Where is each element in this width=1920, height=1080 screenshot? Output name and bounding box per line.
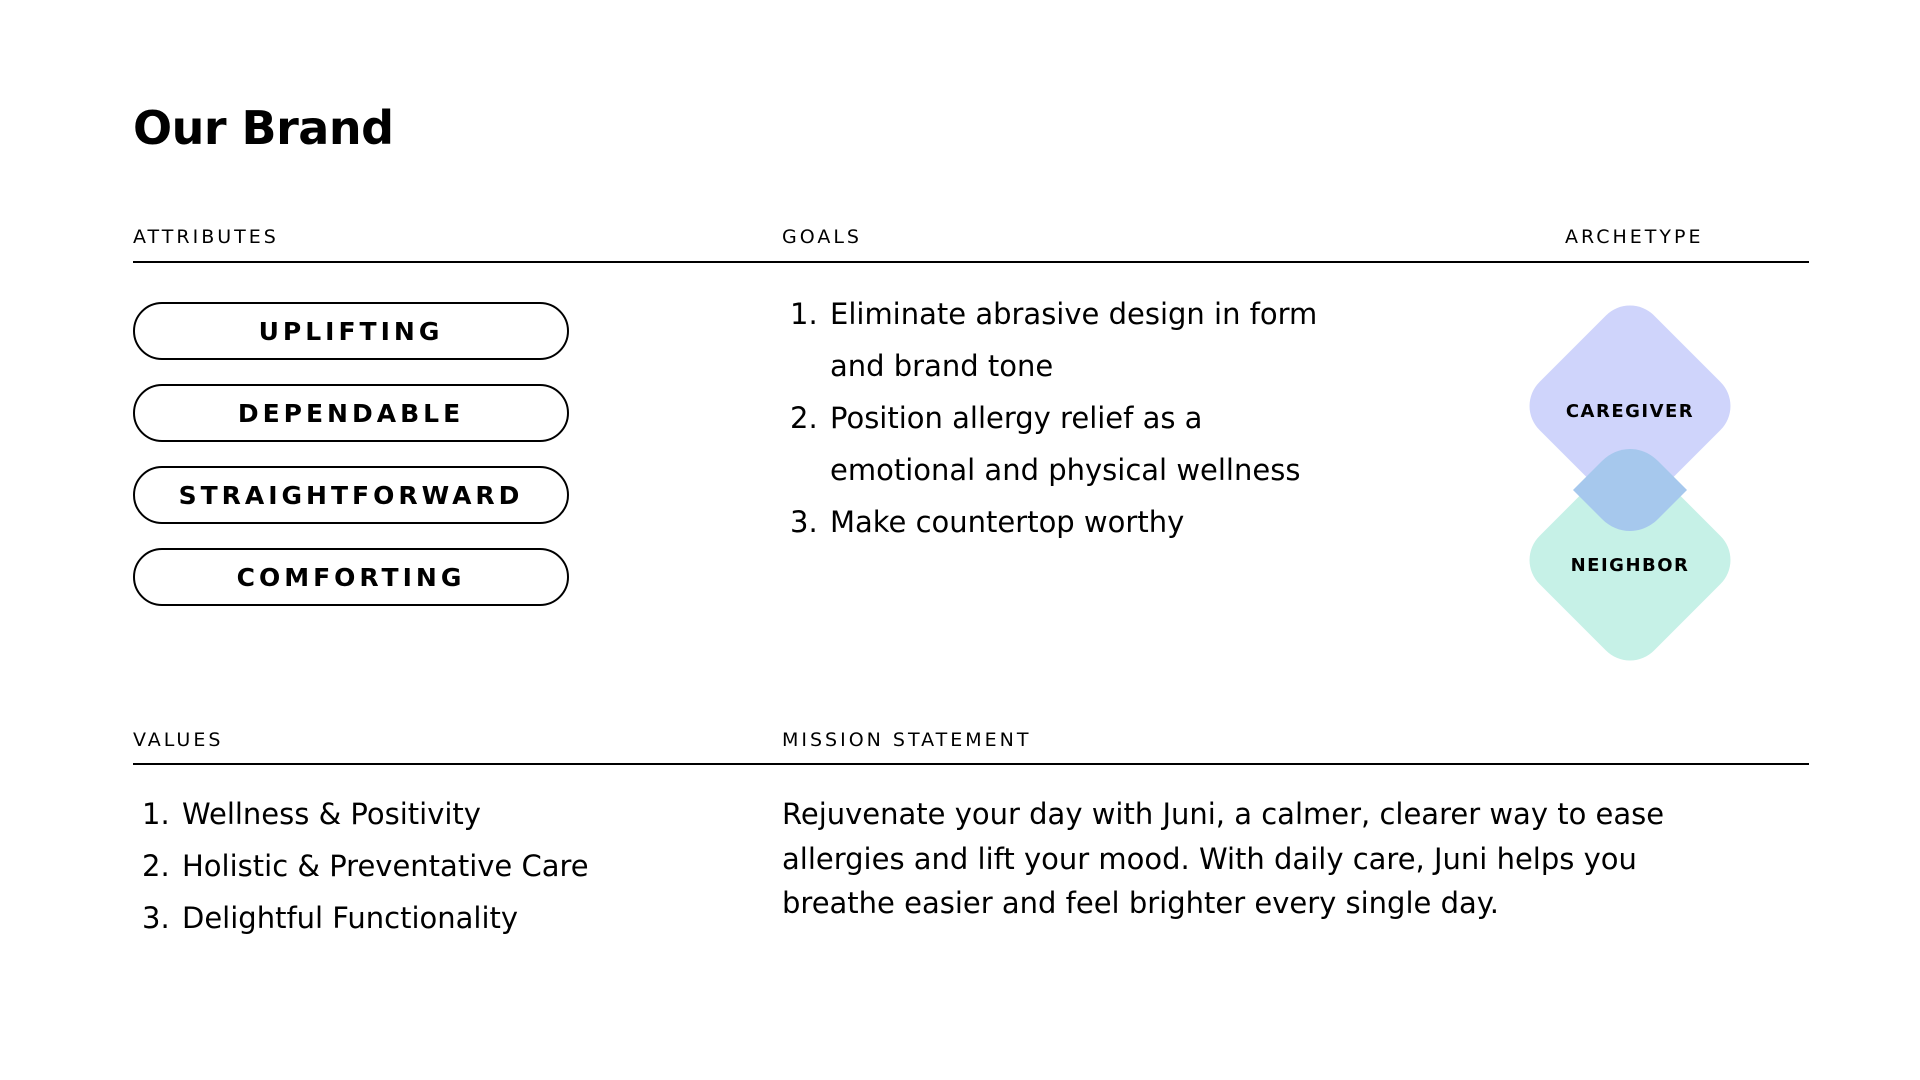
value-number: 3. xyxy=(142,901,170,935)
value-text: Holistic & Preventative Care xyxy=(182,849,589,883)
attributes-heading: ATTRIBUTES xyxy=(133,226,279,248)
value-text: Delightful Functionality xyxy=(182,901,519,935)
archetype-neighbor-label: NEIGHBOR xyxy=(1570,555,1690,576)
attribute-pill-uplifting: UPLIFTING xyxy=(133,302,569,360)
value-item xyxy=(142,788,702,840)
goal-text: Position allergy relief as a emotional and physical wellness xyxy=(830,401,1301,487)
mission-statement: Rejuvenate your day with Juni, a calmer, clearer way to ease allergies and lift your mood. With daily care, Juni helps you breathe easier and feel brighter every single day. xyxy=(782,797,1665,920)
attribute-pill-comforting: COMFORTING xyxy=(133,548,569,606)
goal-text: Make countertop worthy xyxy=(830,505,1185,539)
mission-heading: MISSION STATEMENT xyxy=(782,729,1032,751)
attributes-list xyxy=(133,302,569,630)
archetype-caregiver-label: CAREGIVER xyxy=(1565,401,1695,422)
bottom-divider xyxy=(133,763,1809,765)
goal-item xyxy=(790,392,1350,496)
value-text: Wellness & Positivity xyxy=(182,797,481,831)
value-item xyxy=(142,840,702,892)
page-title: Our Brand xyxy=(133,101,394,155)
attribute-pill-dependable: DEPENDABLE xyxy=(133,384,569,442)
goal-number: 1. xyxy=(790,297,818,331)
values-heading: VALUES xyxy=(133,729,224,751)
goals-heading: GOALS xyxy=(782,226,862,248)
archetype-overlap-shape xyxy=(1500,295,1760,685)
archetype-diagram xyxy=(1500,295,1760,685)
goal-item xyxy=(790,496,1350,548)
goal-number: 3. xyxy=(790,505,818,539)
archetype-heading: ARCHETYPE xyxy=(1565,226,1704,248)
value-number: 2. xyxy=(142,849,170,883)
goal-number: 2. xyxy=(790,401,818,435)
attribute-pill-straightforward: STRAIGHTFORWARD xyxy=(133,466,569,524)
values-list xyxy=(142,788,702,944)
top-divider xyxy=(133,261,1809,263)
goals-list xyxy=(790,288,1350,548)
value-number: 1. xyxy=(142,797,170,831)
goal-text: Eliminate abrasive design in form and brand tone xyxy=(830,297,1318,383)
goal-item xyxy=(790,288,1350,392)
value-item xyxy=(142,892,702,944)
